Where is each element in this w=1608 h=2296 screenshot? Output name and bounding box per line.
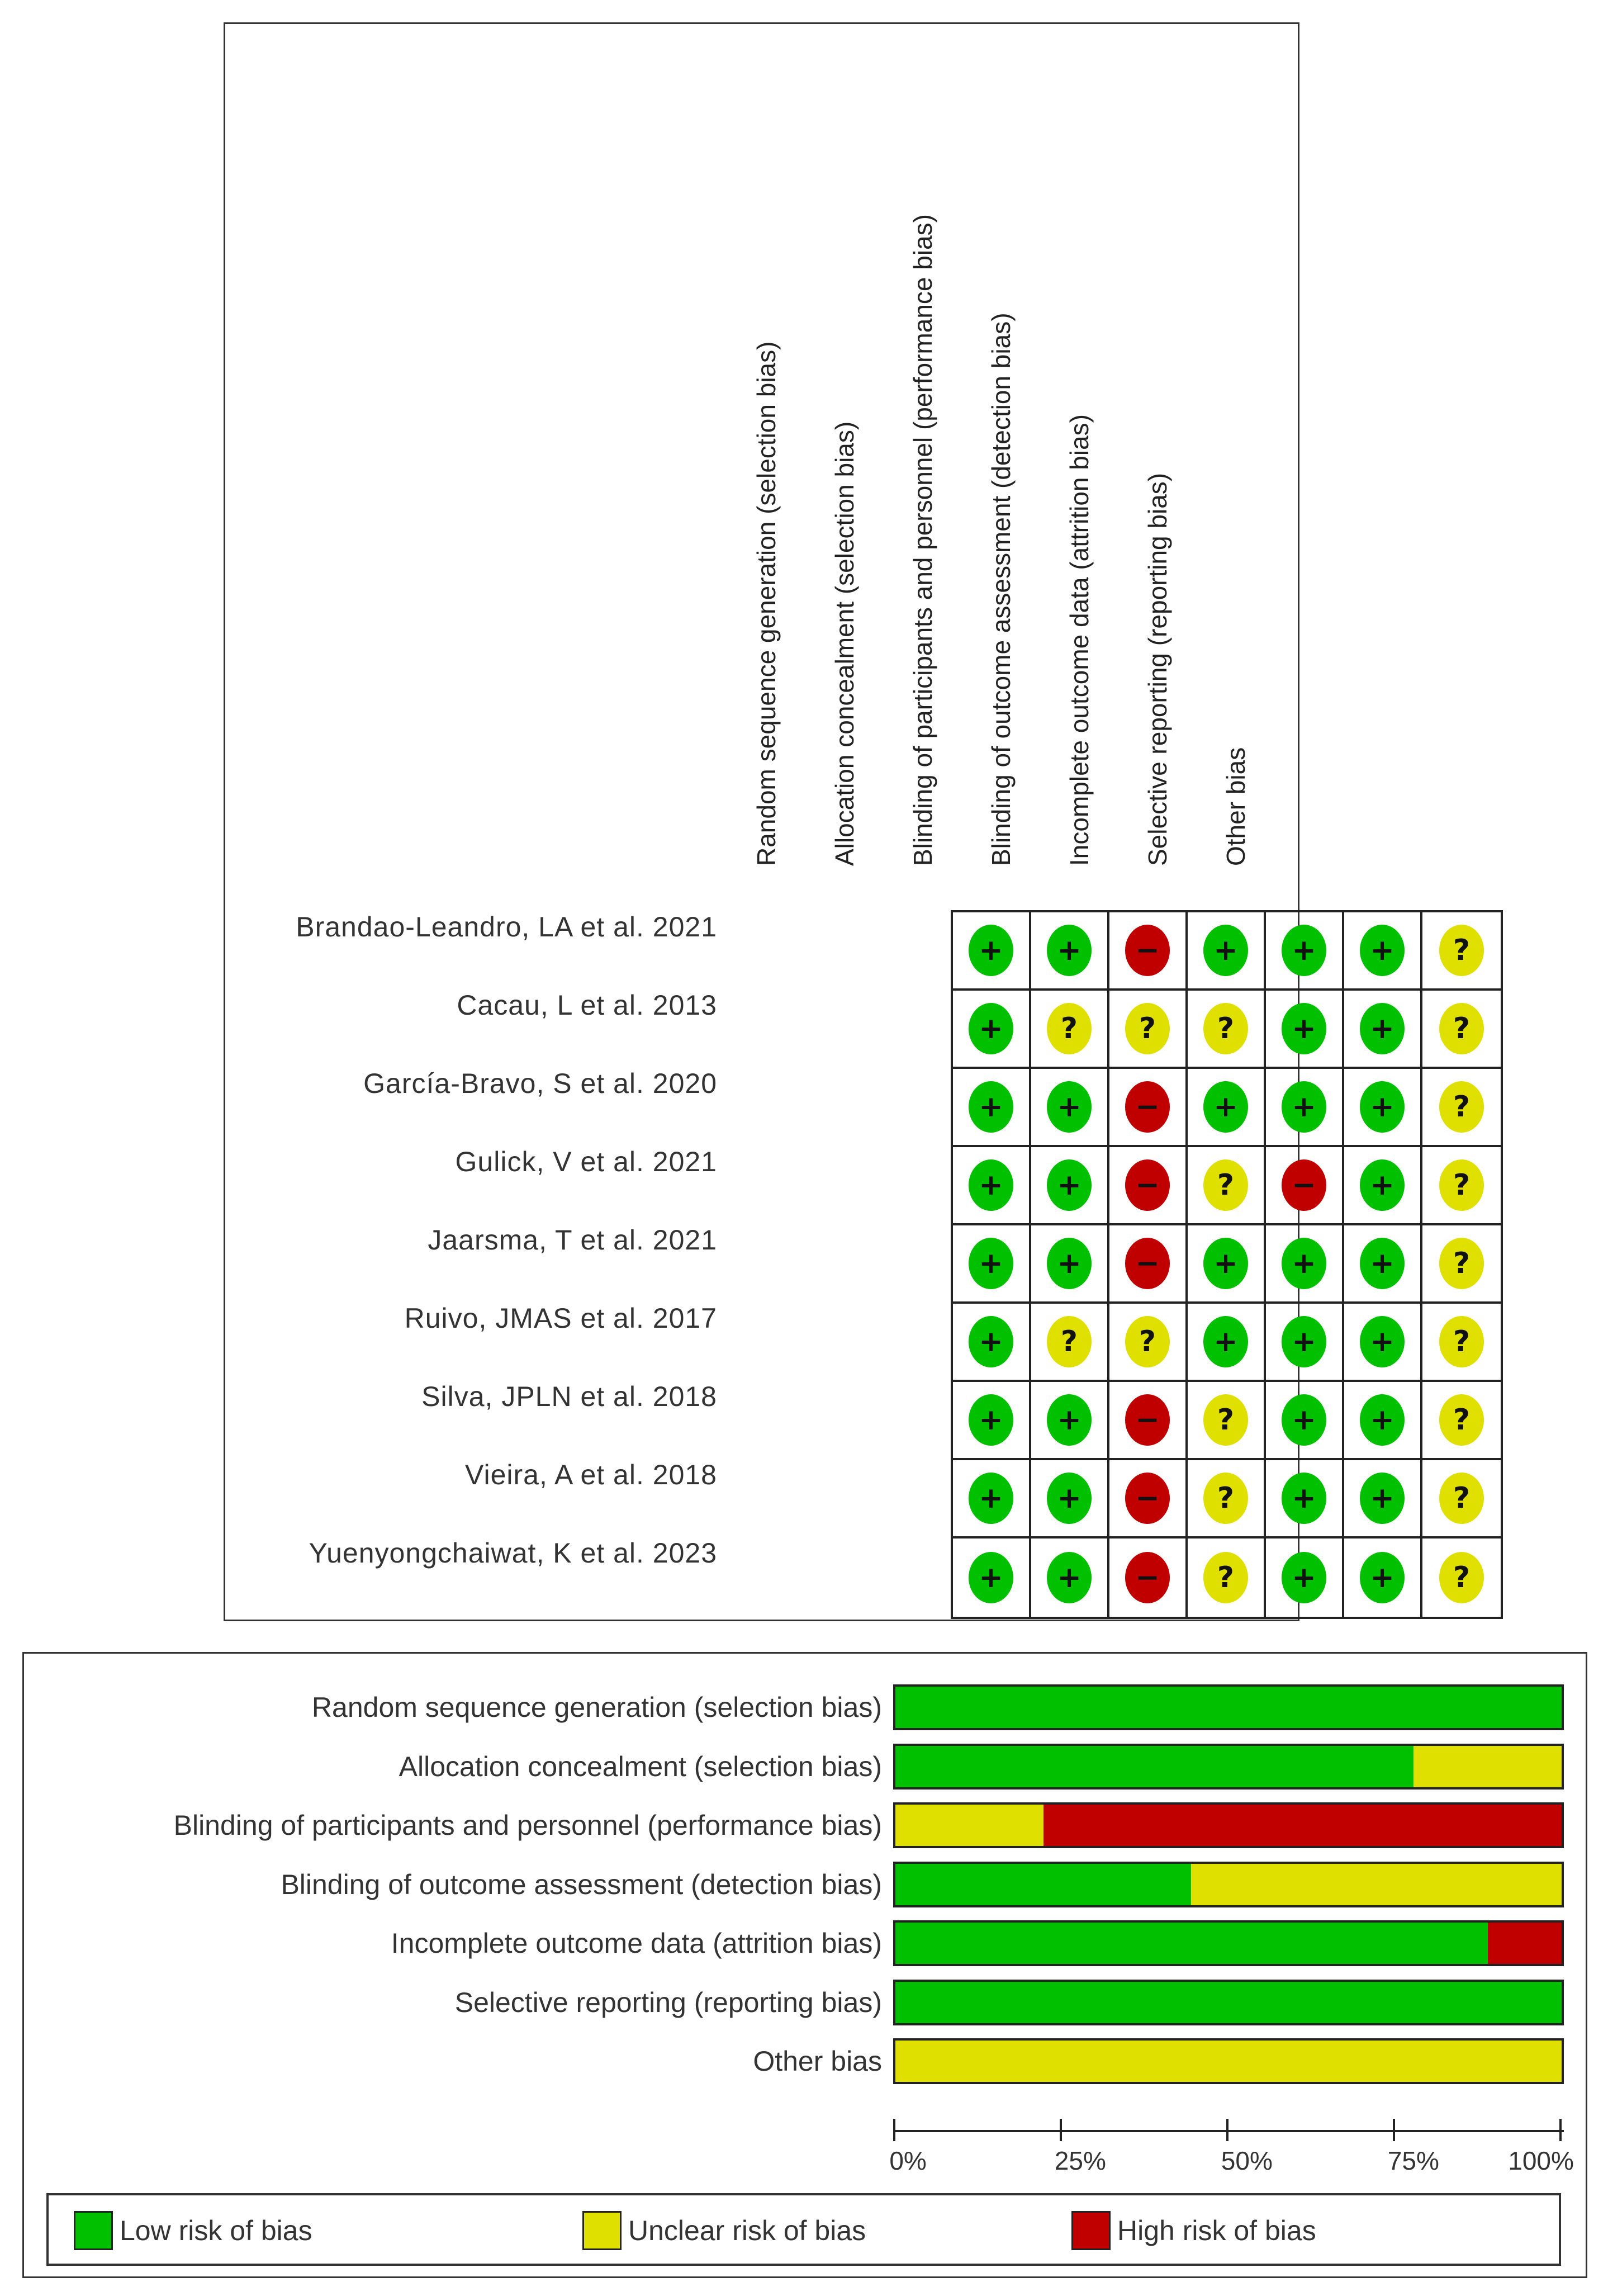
plus-icon: + bbox=[1360, 1003, 1405, 1054]
plus-icon: + bbox=[1360, 1473, 1405, 1524]
plus-icon: + bbox=[1360, 1238, 1405, 1289]
domain-column-headers bbox=[727, 46, 1275, 896]
plus-icon: + bbox=[1047, 1238, 1092, 1289]
minus-icon: − bbox=[1125, 925, 1170, 976]
column-header bbox=[727, 58, 805, 896]
risk-cell bbox=[953, 1304, 1031, 1382]
legend-label-unclear: Unclear risk of bias bbox=[628, 2215, 866, 2246]
risk-cell bbox=[1188, 912, 1266, 991]
study-label: Gulick, V et al. 2021 bbox=[455, 1146, 717, 1177]
plus-icon: + bbox=[969, 1081, 1013, 1133]
column-header bbox=[962, 58, 1040, 896]
legend-label-low: Low risk of bias bbox=[120, 2215, 312, 2246]
bar-segment bbox=[1413, 1746, 1562, 1787]
minus-icon: − bbox=[1282, 1159, 1326, 1211]
risk-cell bbox=[1109, 1304, 1188, 1382]
plus-icon: + bbox=[969, 1473, 1013, 1524]
question-icon: ? bbox=[1047, 1316, 1092, 1367]
plus-icon: + bbox=[1360, 1394, 1405, 1446]
question-icon: ? bbox=[1439, 1003, 1484, 1054]
minus-icon: − bbox=[1125, 1238, 1170, 1289]
risk-cell bbox=[1422, 991, 1501, 1069]
risk-cell bbox=[1031, 1304, 1109, 1382]
axis-tick-label: 25% bbox=[1054, 2146, 1106, 2175]
risk-cell bbox=[1188, 1460, 1266, 1538]
minus-icon: − bbox=[1125, 1159, 1170, 1211]
column-header-label: Other bias bbox=[1221, 747, 1250, 866]
risk-cell bbox=[953, 1460, 1031, 1538]
risk-cell bbox=[1266, 1225, 1344, 1304]
plus-icon: + bbox=[969, 1552, 1013, 1603]
stacked-bar bbox=[893, 1862, 1564, 1907]
bar-segment bbox=[895, 2041, 1562, 2082]
minus-icon: − bbox=[1125, 1473, 1170, 1524]
plus-icon: + bbox=[1203, 925, 1248, 976]
table-row bbox=[953, 1304, 1501, 1382]
minus-icon: − bbox=[1125, 1081, 1170, 1133]
risk-cell bbox=[1344, 1460, 1422, 1538]
risk-of-bias-graph bbox=[22, 1652, 1587, 2278]
plus-icon: + bbox=[1360, 925, 1405, 976]
column-header bbox=[884, 58, 962, 896]
legend-item-high bbox=[1071, 2211, 1316, 2250]
study-label: Silva, JPLN et al. 2018 bbox=[421, 1381, 717, 1412]
table-row bbox=[953, 1460, 1501, 1538]
risk-cell bbox=[1422, 1460, 1501, 1538]
plus-icon: + bbox=[1282, 1473, 1326, 1524]
stacked-bar bbox=[893, 1802, 1564, 1848]
question-icon: ? bbox=[1125, 1316, 1170, 1367]
bar-segment bbox=[895, 1687, 1562, 1728]
risk-cell bbox=[1266, 1069, 1344, 1147]
risk-cell bbox=[1188, 1069, 1266, 1147]
risk-cell bbox=[1344, 1147, 1422, 1225]
column-header-label: Selective reporting (reporting bias) bbox=[1143, 472, 1172, 866]
study-labels bbox=[225, 888, 717, 1592]
risk-cell bbox=[1188, 1225, 1266, 1304]
legend-item-low bbox=[74, 2211, 312, 2250]
stacked-bar bbox=[893, 2038, 1564, 2084]
bar-label: Blinding of participants and personnel (performance bias) bbox=[173, 1810, 882, 1841]
risk-cell bbox=[953, 1382, 1031, 1460]
legend-swatch-unclear bbox=[582, 2211, 622, 2250]
axis-tick bbox=[893, 2119, 895, 2141]
risk-cell bbox=[1422, 1538, 1501, 1617]
table-row bbox=[953, 1147, 1501, 1225]
column-header bbox=[1040, 58, 1118, 896]
plus-icon: + bbox=[969, 1238, 1013, 1289]
risk-cell bbox=[953, 1538, 1031, 1617]
risk-cell bbox=[1344, 1069, 1422, 1147]
risk-cell bbox=[1031, 1460, 1109, 1538]
column-header bbox=[1197, 58, 1275, 896]
risk-cell bbox=[1266, 1460, 1344, 1538]
plus-icon: + bbox=[1282, 1081, 1326, 1133]
risk-cell bbox=[1109, 1069, 1188, 1147]
plus-icon: + bbox=[1282, 1238, 1326, 1289]
risk-cell bbox=[1031, 1147, 1109, 1225]
plus-icon: + bbox=[1203, 1081, 1248, 1133]
plus-icon: + bbox=[969, 1159, 1013, 1211]
risk-cell bbox=[1031, 1538, 1109, 1617]
bar-segment bbox=[895, 1805, 1043, 1846]
table-row bbox=[953, 1069, 1501, 1147]
bar-segment bbox=[1488, 1923, 1562, 1964]
risk-cell bbox=[1266, 991, 1344, 1069]
legend-label-high: High risk of bias bbox=[1117, 2215, 1316, 2246]
plus-icon: + bbox=[1047, 1552, 1092, 1603]
question-icon: ? bbox=[1203, 1552, 1248, 1603]
axis-tick-label: 0% bbox=[889, 2146, 927, 2175]
question-icon: ? bbox=[1439, 1316, 1484, 1367]
column-header-label: Random sequence generation (selection bias) bbox=[752, 341, 781, 866]
risk-grid bbox=[951, 910, 1503, 1619]
study-label: Vieira, A et al. 2018 bbox=[465, 1459, 717, 1490]
risk-cell bbox=[1109, 912, 1188, 991]
axis-tick-label: 75% bbox=[1387, 2146, 1439, 2175]
bar-label: Other bias bbox=[753, 2046, 882, 2077]
bar-segment bbox=[895, 1982, 1562, 2023]
risk-cell bbox=[1266, 1382, 1344, 1460]
risk-cell bbox=[1031, 912, 1109, 991]
risk-cell bbox=[1344, 912, 1422, 991]
question-icon: ? bbox=[1439, 1081, 1484, 1133]
legend-swatch-high bbox=[1071, 2211, 1111, 2250]
table-row bbox=[953, 1538, 1501, 1617]
risk-cell bbox=[1266, 912, 1344, 991]
question-icon: ? bbox=[1439, 1159, 1484, 1211]
risk-cell bbox=[1422, 1147, 1501, 1225]
table-row bbox=[953, 912, 1501, 991]
risk-cell bbox=[1422, 1069, 1501, 1147]
question-icon: ? bbox=[1203, 1473, 1248, 1524]
x-axis bbox=[889, 2112, 1574, 2179]
question-icon: ? bbox=[1439, 1238, 1484, 1289]
risk-cell bbox=[953, 1069, 1031, 1147]
plus-icon: + bbox=[969, 1394, 1013, 1446]
plus-icon: + bbox=[1282, 1316, 1326, 1367]
minus-icon: − bbox=[1125, 1552, 1170, 1603]
risk-cell bbox=[1109, 1147, 1188, 1225]
risk-cell bbox=[1266, 1147, 1344, 1225]
legend-item-unclear bbox=[582, 2211, 866, 2250]
study-label: Ruivo, JMAS et al. 2017 bbox=[404, 1303, 717, 1334]
column-header-label: Incomplete outcome data (attrition bias) bbox=[1065, 414, 1094, 866]
axis-line bbox=[893, 2130, 1564, 2132]
plus-icon: + bbox=[969, 1003, 1013, 1054]
bar-segment bbox=[895, 1923, 1488, 1964]
question-icon: ? bbox=[1439, 1394, 1484, 1446]
risk-cell bbox=[1031, 1069, 1109, 1147]
bar-label: Blinding of outcome assessment (detection bias) bbox=[281, 1868, 882, 1900]
risk-cell bbox=[1109, 1538, 1188, 1617]
plus-icon: + bbox=[1282, 925, 1326, 976]
risk-cell bbox=[1344, 991, 1422, 1069]
risk-cell bbox=[953, 1147, 1031, 1225]
bar-segment bbox=[895, 1746, 1413, 1787]
axis-tick bbox=[1226, 2119, 1228, 2141]
plus-icon: + bbox=[1282, 1003, 1326, 1054]
axis-tick-label: 100% bbox=[1508, 2146, 1574, 2175]
risk-cell bbox=[1422, 1225, 1501, 1304]
bar-segment bbox=[895, 1864, 1191, 1905]
question-icon: ? bbox=[1047, 1003, 1092, 1054]
plus-icon: + bbox=[1047, 1473, 1092, 1524]
table-row bbox=[953, 991, 1501, 1069]
risk-cell bbox=[1031, 991, 1109, 1069]
risk-cell bbox=[1344, 1538, 1422, 1617]
risk-cell bbox=[1188, 991, 1266, 1069]
study-label: Yuenyongchaiwat, K et al. 2023 bbox=[309, 1537, 717, 1569]
bar-segment bbox=[1191, 1864, 1562, 1905]
table-row bbox=[953, 1225, 1501, 1304]
question-icon: ? bbox=[1203, 1159, 1248, 1211]
stacked-bar bbox=[893, 1920, 1564, 1966]
plus-icon: + bbox=[969, 1316, 1013, 1367]
risk-cell bbox=[1344, 1304, 1422, 1382]
risk-cell bbox=[1422, 1304, 1501, 1382]
plus-icon: + bbox=[1047, 1081, 1092, 1133]
question-icon: ? bbox=[1203, 1003, 1248, 1054]
question-icon: ? bbox=[1439, 1552, 1484, 1603]
plus-icon: + bbox=[1360, 1316, 1405, 1367]
study-label: Jaarsma, T et al. 2021 bbox=[428, 1224, 717, 1256]
bar-labels bbox=[24, 1654, 882, 2101]
risk-cell bbox=[1109, 991, 1188, 1069]
risk-cell bbox=[1266, 1538, 1344, 1617]
axis-tick bbox=[1393, 2119, 1395, 2141]
plus-icon: + bbox=[1360, 1081, 1405, 1133]
risk-cell bbox=[1109, 1460, 1188, 1538]
question-icon: ? bbox=[1439, 925, 1484, 976]
risk-cell bbox=[1109, 1225, 1188, 1304]
risk-cell bbox=[1031, 1225, 1109, 1304]
plus-icon: + bbox=[1047, 1394, 1092, 1446]
risk-cell bbox=[1031, 1382, 1109, 1460]
stacked-bar bbox=[893, 1980, 1564, 2025]
risk-cell bbox=[1344, 1382, 1422, 1460]
bar-segment bbox=[1043, 1805, 1562, 1846]
axis-tick bbox=[1559, 2119, 1562, 2141]
question-icon: ? bbox=[1125, 1003, 1170, 1054]
risk-cell bbox=[1188, 1538, 1266, 1617]
plus-icon: + bbox=[969, 925, 1013, 976]
risk-cell bbox=[953, 1225, 1031, 1304]
risk-cell bbox=[953, 991, 1031, 1069]
minus-icon: − bbox=[1125, 1394, 1170, 1446]
study-label: García-Bravo, S et al. 2020 bbox=[363, 1068, 717, 1099]
risk-cell bbox=[1188, 1304, 1266, 1382]
plus-icon: + bbox=[1203, 1316, 1248, 1367]
column-header-label: Blinding of participants and personnel (performance bias) bbox=[908, 214, 937, 866]
legend-swatch-low bbox=[74, 2211, 113, 2250]
column-header bbox=[1118, 58, 1197, 896]
column-header bbox=[805, 58, 884, 896]
risk-cell bbox=[1422, 1382, 1501, 1460]
axis-tick bbox=[1060, 2119, 1062, 2141]
legend bbox=[46, 2193, 1561, 2266]
risk-cell bbox=[953, 912, 1031, 991]
bar-label: Incomplete outcome data (attrition bias) bbox=[391, 1928, 882, 1959]
plus-icon: + bbox=[1282, 1394, 1326, 1446]
plus-icon: + bbox=[1360, 1552, 1405, 1603]
risk-of-bias-summary bbox=[224, 22, 1471, 1621]
question-icon: ? bbox=[1439, 1473, 1484, 1524]
plus-icon: + bbox=[1282, 1552, 1326, 1603]
bar-label: Selective reporting (reporting bias) bbox=[454, 1986, 882, 2018]
plus-icon: + bbox=[1047, 1159, 1092, 1211]
study-label: Brandao-Leandro, LA et al. 2021 bbox=[296, 911, 717, 943]
risk-cell bbox=[1344, 1225, 1422, 1304]
bar-label: Allocation concealment (selection bias) bbox=[399, 1750, 882, 1782]
stacked-bar bbox=[893, 1744, 1564, 1790]
risk-cell bbox=[1422, 912, 1501, 991]
risk-cell bbox=[1266, 1304, 1344, 1382]
plus-icon: + bbox=[1360, 1159, 1405, 1211]
plus-icon: + bbox=[1203, 1238, 1248, 1289]
plus-icon: + bbox=[1047, 925, 1092, 976]
risk-cell bbox=[1188, 1382, 1266, 1460]
risk-cell bbox=[1109, 1382, 1188, 1460]
table-row bbox=[953, 1382, 1501, 1460]
bar-label: Random sequence generation (selection bias) bbox=[311, 1692, 882, 1723]
risk-cell bbox=[1188, 1147, 1266, 1225]
stacked-bar bbox=[893, 1684, 1564, 1730]
axis-tick-label: 50% bbox=[1221, 2146, 1273, 2175]
column-header-label: Blinding of outcome assessment (detection bias) bbox=[986, 313, 1016, 866]
question-icon: ? bbox=[1203, 1394, 1248, 1446]
study-label: Cacau, L et al. 2013 bbox=[457, 990, 717, 1021]
column-header-label: Allocation concealment (selection bias) bbox=[830, 421, 859, 866]
